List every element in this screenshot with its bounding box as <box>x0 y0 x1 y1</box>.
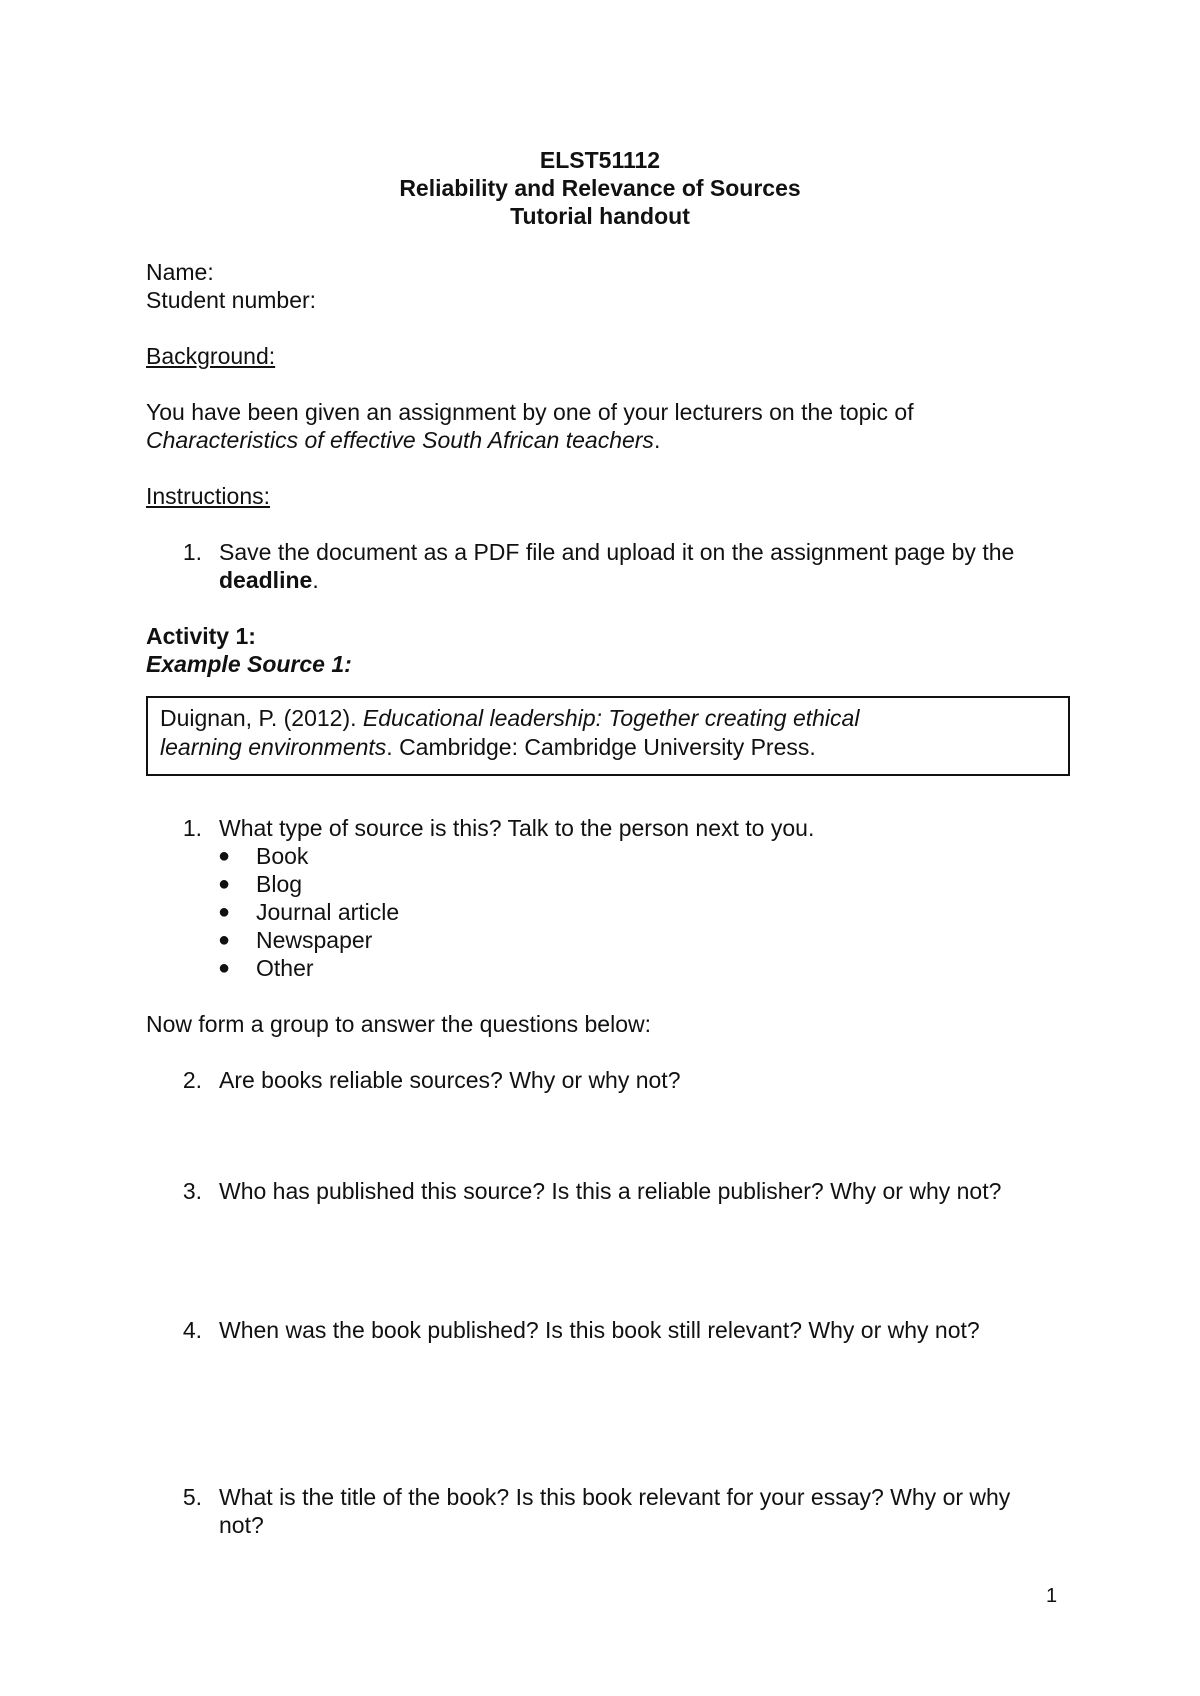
instruction-number: 1. <box>182 539 202 565</box>
option-item: Blog <box>256 871 303 897</box>
question-number: 3. <box>182 1178 202 1204</box>
document-subtitle: Tutorial handout <box>510 203 690 229</box>
question-text: What is the title of the book? Is this book relevant for your essay? Why or why <box>219 1484 1011 1510</box>
instruction-deadline-line: deadline. <box>219 567 319 593</box>
document-title: Reliability and Relevance of Sources <box>399 175 801 201</box>
option-item: Other <box>256 955 314 981</box>
example-source-heading: Example Source 1: <box>146 651 352 677</box>
bullet-icon: ● <box>218 957 231 979</box>
deadline-emphasis: deadline <box>219 567 313 593</box>
page-number: 1 <box>1046 1585 1058 1607</box>
student-number-label: Student number: <box>146 287 317 313</box>
instruction-text: Save the document as a PDF file and upload it on the assignment page by the <box>219 539 1015 565</box>
name-label: Name: <box>146 259 214 285</box>
option-item: Journal article <box>256 899 400 925</box>
citation-title-cont: learning environments <box>160 734 387 760</box>
option-item: Newspaper <box>256 927 373 953</box>
background-text: You have been given an assignment by one of your lecturers on the topic of <box>146 399 914 425</box>
bullet-icon: ● <box>218 901 231 923</box>
bullet-icon: ● <box>218 873 231 895</box>
question-text: Who has published this source? Is this a reliable publisher? Why or why not? <box>219 1178 1002 1204</box>
background-topic: Characteristics of effective South African teachers <box>146 427 654 453</box>
question-number: 5. <box>182 1484 202 1510</box>
course-code: ELST51112 <box>539 147 661 173</box>
question-text-cont: not? <box>219 1512 264 1538</box>
bullet-icon: ● <box>218 929 231 951</box>
citation-line-1 <box>160 704 859 732</box>
question-number: 2. <box>182 1067 202 1093</box>
question-text: When was the book published? Is this book still relevant? Why or why not? <box>219 1317 980 1343</box>
group-prompt: Now form a group to answer the questions below: <box>146 1011 651 1037</box>
bullet-icon: ● <box>218 845 231 867</box>
option-item: Book <box>256 843 309 869</box>
citation-publisher: . Cambridge: Cambridge University Press. <box>386 734 816 760</box>
citation-author: Duignan, P. (2012). <box>160 705 363 731</box>
activity-heading: Activity 1: <box>146 623 256 649</box>
question-text: What type of source is this? Talk to the person next to you. <box>219 815 815 841</box>
question-text: Are books reliable sources? Why or why not? <box>219 1067 681 1093</box>
background-topic-line: Characteristics of effective South African teachers. <box>146 427 661 453</box>
question-number: 4. <box>182 1317 202 1343</box>
instructions-heading: Instructions: <box>146 483 270 509</box>
background-heading: Background: <box>146 343 276 369</box>
question-number: 1. <box>182 815 202 841</box>
citation-line-2 <box>160 733 816 761</box>
citation-title: Educational leadership: Together creating ethical <box>362 705 860 731</box>
